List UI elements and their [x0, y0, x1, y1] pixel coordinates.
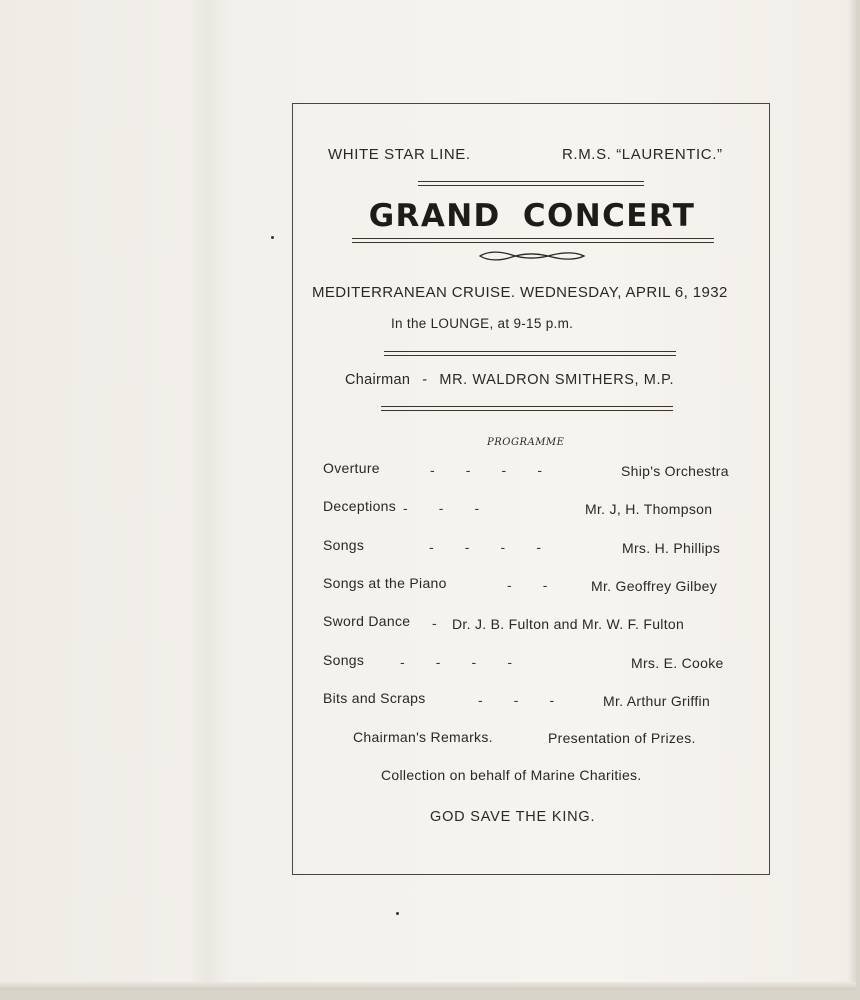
programme-item-dots: - - [507, 577, 548, 593]
presentation-of-prizes: Presentation of Prizes. [548, 730, 696, 746]
title-rule-top [352, 238, 714, 239]
programme-item-title: Overture [323, 460, 380, 476]
programme-item-title: Deceptions [323, 498, 397, 514]
paper-speck [271, 236, 274, 239]
venue-rule-top [384, 351, 676, 352]
national-anthem: GOD SAVE THE KING. [430, 809, 596, 825]
programme-item-dots: - [432, 615, 437, 631]
concert-title: GRAND CONCERT [368, 198, 696, 234]
programme-item-title: Sword Dance [323, 613, 411, 629]
chairman-rule-top [381, 406, 673, 407]
programme-item-title: Songs at the Piano [323, 575, 447, 591]
programme-item-title: Songs [323, 537, 365, 553]
header-rule-bottom [418, 185, 644, 186]
ship-name: R.M.S. “LAURENTIC.” [562, 146, 723, 163]
programme-item-dots: - - - - [430, 462, 542, 478]
paper-edge-bottom [0, 982, 856, 990]
chairman-name: MR. WALDRON SMITHERS, M.P. [439, 372, 675, 388]
chairman-label: Chairman [345, 372, 411, 388]
programme-item-performer: Dr. J. B. Fulton and Mr. W. F. Fulton [452, 616, 685, 632]
chairman-dash: - [422, 372, 428, 388]
cruise-date-line: MEDITERRANEAN CRUISE. WEDNESDAY, APRIL 6, 1932 [312, 284, 728, 301]
title-rule-bottom [352, 242, 714, 243]
paper-edge-right [848, 0, 856, 990]
venue-rule-bottom [384, 355, 676, 356]
programme-item-dots: - - - - [400, 654, 512, 670]
programme-item-dots: - - - [403, 500, 480, 516]
programme-item-title: Bits and Scraps [323, 690, 426, 706]
shipping-line-name: WHITE STAR LINE. [328, 146, 471, 163]
chairman-rule-bottom [381, 410, 673, 411]
programme-heading: PROGRAMME [487, 437, 565, 448]
programme-item-performer: Mr. J, H. Thompson [585, 501, 713, 517]
programme-item-performer: Ship's Orchestra [621, 463, 729, 479]
scroll-ornament-icon [478, 250, 586, 262]
chairman-line [345, 372, 674, 388]
programme-item-performer: Mrs. H. Phillips [622, 540, 721, 556]
programme-item-dots: - - - [478, 692, 555, 708]
programme-item-title: Songs [323, 652, 365, 668]
paper-speck [396, 912, 399, 915]
programme-item-performer: Mr. Arthur Griffin [603, 693, 711, 709]
programme-item-performer: Mrs. E. Cooke [631, 655, 724, 671]
charity-collection: Collection on behalf of Marine Charities. [381, 767, 642, 783]
programme-item-dots: - - - - [429, 539, 541, 555]
programme-item-performer: Mr. Geoffrey Gilbey [591, 578, 718, 594]
header-rule-top [418, 181, 644, 182]
chairmans-remarks: Chairman's Remarks. [353, 729, 493, 745]
venue-time: In the LOUNGE, at 9-15 p.m. [391, 316, 574, 331]
paper-fold [188, 0, 228, 990]
